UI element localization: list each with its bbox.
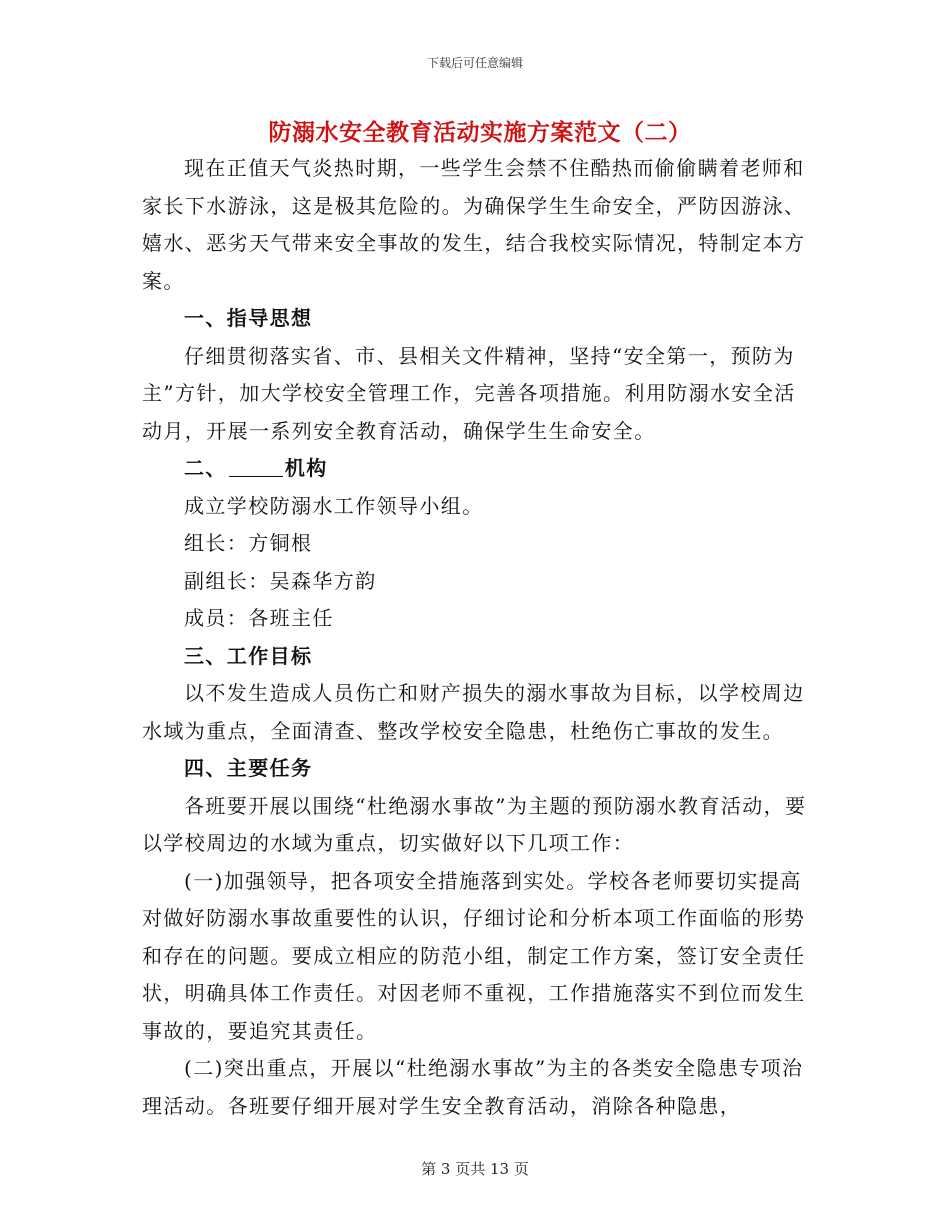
section-4-item-2: (二)突出重点，开展以“杜绝溺水事故”为主的各类安全隐患专项治理活动。各班要仔细开展对学生安全教育活动，消除各种隐患，: [142, 1056, 804, 1118]
header-note: 下载后可任意编辑: [426, 56, 523, 70]
section-2-heading-suffix: 机构: [284, 456, 328, 480]
fill-in-blank: [229, 456, 283, 477]
section-2-line-4: 成员：各班主任: [184, 606, 334, 630]
section-2-heading: [142, 450, 812, 488]
section-2-heading-prefix: 二、: [184, 456, 227, 480]
section-2-line-2: 组长：方铜根: [184, 531, 313, 555]
section-2-line-3: 副组长：吴森华方韵: [184, 568, 377, 593]
intro-paragraph: 现在正值天气炎热时期，一些学生会禁不住酷热而偷偷瞒着老师和家长下水游泳，这是极其危险的。为确保学生生命安全，严防因游泳、嬉水、恶劣天气带来安全事故的发生，结合我校实际情况，特制定本方案。: [142, 156, 806, 293]
document-body: [142, 150, 812, 1125]
document-title: 防溺水安全教育活动实施方案范文（二）: [268, 119, 692, 146]
section-3-heading: 三、工作目标: [184, 643, 313, 668]
section-4-heading: 四、主要任务: [184, 756, 313, 780]
section-2-line-1: 成立学校防溺水工作领导小组。: [184, 493, 484, 518]
section-3-paragraph: 以不发生造成人员伤亡和财产损失的溺水事故为目标，以学校周边水域为重点，全面清查、整改学校安全隐患，杜绝伤亡事故的发生。: [142, 681, 805, 743]
section-4-item-1: (一)加强领导，把各项安全措施落到实处。学校各老师要切实提高对做好防溺水事故重要性的认识，仔细讨论和分析本项工作面临的形势和存在的问题。要成立相应的防范小组，制定工作方案，签订安全责任状，明确具体工作责任。对因老师不重视，工作措施落实不到位而发生事故的，要追究其责任。: [142, 868, 806, 1043]
section-1-paragraph: 仔细贯彻落实省、市、县相关文件精神，坚持“安全第一，预防为主”方针，加大学校安全管理工作，完善各项措施。利用防溺水安全活动月，开展一系列安全教育活动，确保学生生命安全。: [142, 343, 796, 443]
page-number-footer: 第 3 页共 13 页: [421, 1160, 529, 1178]
section-4-paragraph: 各班要开展以围绕“杜绝溺水事故”为主题的预防溺水教育活动，要以学校周边的水域为重点，切实做好以下几项工作：: [142, 793, 807, 855]
section-1-heading: 一、指导思想: [184, 306, 313, 330]
